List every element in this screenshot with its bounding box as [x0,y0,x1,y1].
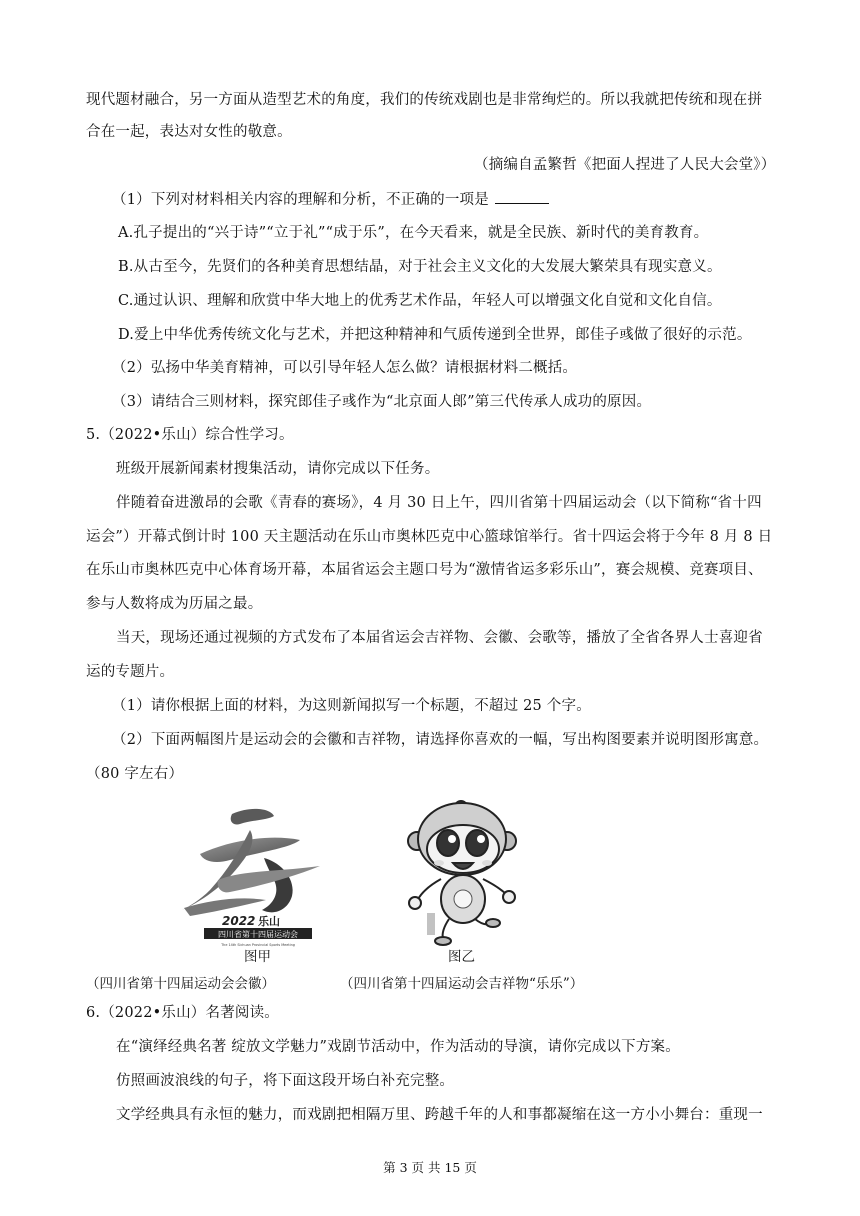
question-2: （2）弘扬中华美育精神，可以引导年轻人怎么做？请根据材料二概括。 [112,360,578,376]
mascot-image [403,795,523,947]
item-5-heading: 5.（2022•乐山）综合性学习。 [86,427,294,443]
option-d: D.爱上中华优秀传统文化与艺术，并把这种精神和气质传递到全世界，郎佳子彧做了很好的示范。 [118,327,752,343]
paragraph-line: 伴随着奋进激昂的会歌《青春的赛场》，4 月 30 日上午，四川省第十四届运动会（以下简称“省十四 [116,495,762,511]
question-3: （3）请结合三则材料，探究郎佳子彧作为“北京面人郎”第三代传承人成功的原因。 [112,394,652,410]
option-c: C.通过认识、理解和欣赏中华大地上的优秀艺术作品，年轻人可以增强文化自觉和文化自信。 [118,293,722,309]
svg-text:四川省第十四届运动会: 四川省第十四届运动会 [218,930,298,939]
emblem-image [170,800,340,950]
question-1 [112,189,549,210]
figure-b-caption: （四川省第十四届运动会吉祥物“乐乐”） [340,976,584,992]
paragraph-line: 运的专题片。 [86,664,175,680]
paragraph-line: 仿照画波浪线的句子，将下面这段开场白补充完整。 [116,1073,455,1089]
paragraph-line: 在“演绎经典名著 绽放文学魅力”戏剧节活动中，作为活动的导演，请你完成以下方案。 [116,1039,680,1055]
page-footer: 第 3 页 共 15 页 [383,1160,477,1175]
figure-a-label: 图甲 [244,949,271,965]
source-citation: （摘编自孟繁哲《把面人捏进了人民大会堂》） [474,157,776,173]
option-a: A.孔子提出的“兴于诗”“立于礼”“成于乐”，在今天看来，就是全民族、新时代的美育教育。 [118,225,709,241]
svg-text:2022: 2022 [222,914,256,928]
paragraph-line: 班级开展新闻素材搜集活动，请你完成以下任务。 [116,461,440,477]
paragraph-line: 在乐山市奥林匹克中心体育场开幕，本届省运会主题口号为“激情省运多彩乐山”，赛会规模、竞赛项目、 [86,562,763,578]
paragraph-line: 现代题材融合，另一方面从造型艺术的角度，我们的传统戏剧也是非常绚烂的。所以我就把传统和现在拼 [86,92,763,108]
paragraph-line: 当天，现场还通过视频的方式发布了本届省运会吉祥物、会徽、会歌等，播放了全省各界人士喜迎省 [116,630,763,646]
paragraph-line: 合在一起，表达对女性的敬意。 [86,124,292,140]
paragraph-line: 运会”）开幕式倒计时 100 天主题活动在乐山市奥林匹克中心篮球馆举行。省十四运会将于今年 8 月 8 日 [86,529,773,545]
mascot-figure [403,795,523,947]
option-b: B.从古至今，先贤们的各种美育思想结晶，对于社会主义文化的大发展大繁荣具有现实意义。 [118,259,722,275]
figure-a-caption: （四川省第十四届运动会会徽） [86,976,275,992]
item-6-heading: 6.（2022•乐山）名著阅读。 [86,1005,279,1021]
question-5-2-continued: （80 字左右） [86,766,184,782]
question-5-1: （1）请你根据上面的材料，为这则新闻拟写一个标题，不超过 25 个字。 [112,698,591,714]
emblem-figure [170,800,340,950]
answer-blank [495,189,549,204]
svg-text:乐山: 乐山 [258,915,280,928]
paragraph-line: 参与人数将成为历届之最。 [86,596,263,612]
paragraph-line: 文学经典具有永恒的魅力，而戏剧把相隔万里、跨越千年的人和事都凝缩在这一方小小舞台：重现一 [116,1107,763,1123]
svg-text:The 14th Sichuan Provincial Sp: The 14th Sichuan Provincial Sports Meeting [221,943,295,947]
question-1-text: （1）下列对材料相关内容的理解和分析，不正确的一项是 [112,192,489,208]
question-5-2: （2）下面两幅图片是运动会的会徽和吉祥物，请选择你喜欢的一幅，写出构图要素并说明图形寓意。 [112,732,769,748]
figure-b-label: 图乙 [448,949,475,965]
